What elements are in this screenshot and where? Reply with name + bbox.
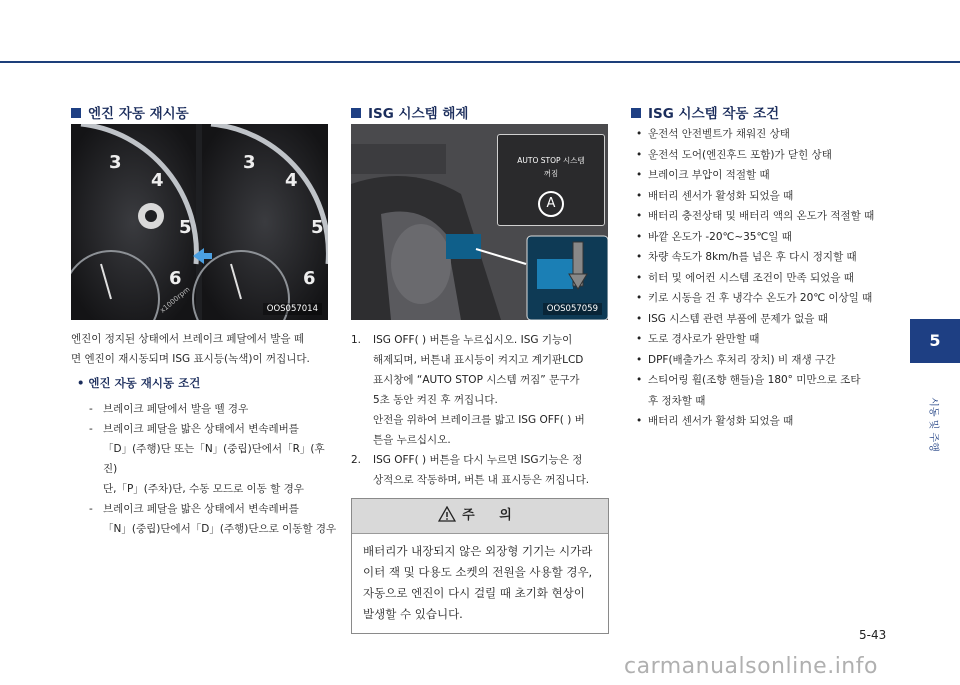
list-item: • 스티어링 휠(조향 핸들)을 180° 미만으로 조타 후 정차할 때 xyxy=(634,370,900,411)
caution-box xyxy=(351,498,609,634)
list-item: • 운전석 안전벨트가 채워진 상태 xyxy=(634,124,900,145)
list-item: - 브레이크 페달에서 발을 뗄 경우 xyxy=(87,399,337,419)
list-item: • ISG 시스템 관련 부품에 문제가 없을 때 xyxy=(634,309,900,330)
page-number: 5-43 xyxy=(859,628,887,642)
right-heading-text: ISG 시스템 작동 조건 xyxy=(648,106,780,122)
list-item: • 배터리 센서가 활성화 되었을 때 xyxy=(634,186,900,207)
para-line: 엔진이 정지된 상태에서 브레이크 페달에서 발을 떼 xyxy=(71,333,305,345)
lcd-popup xyxy=(497,134,605,226)
list-item: - 브레이크 페달을 밟은 상태에서 변속레버를 「N」(중립)단에서「D」(주행)단으로 이동할 경우 xyxy=(87,499,337,539)
restart-conditions-title: • 엔진 자동 재시동 조건 xyxy=(77,376,201,390)
step-item: 1. ISG OFF( ) 버튼을 누르십시오. ISG 기능이 해제되며, 버튼내 표시등이 켜지고 계기판LCD 표시창에 “AUTO STOP 시스템 꺼짐” 문구가 5초 동안 켜진 후 꺼집니다. 안전을 위하여 브레이크를 밟고 ISG OFF( ) 버 튼을 누르십시오. xyxy=(351,334,585,446)
console-photo xyxy=(351,124,608,320)
list-item: - 브레이크 페달을 밟은 상태에서 변속레버를 「D」(주행)단 또는「N」(중립)단에서「R」(후진) 단,「P」(주차)단, 수동 모드로 이동 할 경우 xyxy=(87,419,337,499)
para-line: 면 엔진이 재시동되며 ISG 표시등(녹색)이 꺼집니다. xyxy=(71,353,310,365)
caution-title: 주 의 xyxy=(462,508,522,523)
heading-square-icon xyxy=(631,108,641,118)
list-item: • 히터 및 에어컨 시스템 조건이 만족 되었을 때 xyxy=(634,268,900,289)
image-code: OOS057014 xyxy=(263,303,322,315)
isg-off-steps xyxy=(351,330,613,490)
lcd-popup-line: AUTO STOP 시스템 xyxy=(517,156,585,165)
warning-triangle-icon xyxy=(438,506,456,522)
gauge-number: 5 xyxy=(311,217,324,238)
gauge-number: 5 xyxy=(179,217,192,238)
list-item: • DPF(배출가스 후처리 장치) 비 재생 구간 xyxy=(634,350,900,371)
gauge-number: 6 xyxy=(303,268,316,289)
auto-stop-icon: A xyxy=(538,191,564,217)
right-section-heading xyxy=(631,102,779,122)
restart-conditions-list xyxy=(87,399,337,539)
image-code: OOS057059 xyxy=(543,303,602,315)
list-item: • 도로 경사로가 완만할 때 xyxy=(634,329,900,350)
gauge-number: 3 xyxy=(109,152,122,173)
list-item: • 키로 시동을 건 후 냉각수 온도가 20℃ 이상일 때 xyxy=(634,288,900,309)
heading-square-icon xyxy=(71,108,81,118)
chapter-tab[interactable]: 5 xyxy=(910,319,960,363)
list-item: • 운전석 도어(엔진후드 포함)가 닫힌 상태 xyxy=(634,145,900,166)
gauge-number: 6 xyxy=(169,268,182,289)
top-rule xyxy=(0,61,960,63)
gauge-number: 4 xyxy=(285,170,298,191)
isg-conditions-list xyxy=(634,124,900,432)
left-heading-text: 엔진 자동 재시동 xyxy=(88,106,189,122)
cluster-photo xyxy=(71,124,328,320)
gauge-number: 3 xyxy=(243,152,256,173)
list-item: • 바깥 온도가 -20℃~35℃일 때 xyxy=(634,227,900,248)
gauge-unit: x1000rpm xyxy=(158,285,192,315)
caution-header xyxy=(352,499,608,534)
step-item: 2. ISG OFF( ) 버튼을 다시 누르면 ISG기능은 정 상적으로 작동하며, 버튼 내 표시등은 꺼집니다. xyxy=(351,454,590,486)
lcd-popup-line: 꺼짐 xyxy=(543,169,559,178)
list-item: • 브레이크 부압이 적절할 때 xyxy=(634,165,900,186)
list-item: • 배터리 충전상태 및 배터리 액의 온도가 적절할 때 xyxy=(634,206,900,227)
restart-description xyxy=(71,329,331,369)
gauge-number: 4 xyxy=(151,170,164,191)
caution-body: 배터리가 내장되지 않은 외장형 기기는 시가라 이터 잭 및 다용도 소켓의 전원을 사용할 경우, 자동으로 엔진이 다시 걸릴 때 초기화 현상이 발생할 수 있습니다. xyxy=(363,544,593,621)
chapter-label: 시동 및 주행 xyxy=(927,397,939,452)
list-item: • 배터리 센서가 활성화 되었을 때 xyxy=(634,411,900,432)
middle-heading-text: ISG 시스템 해제 xyxy=(368,106,469,122)
watermark-text: carmanualsonline.info xyxy=(624,654,878,679)
heading-square-icon xyxy=(351,108,361,118)
list-item: • 차량 속도가 8km/h를 넘은 후 다시 정지할 때 xyxy=(634,247,900,268)
middle-section-heading xyxy=(351,102,468,122)
left-section-heading xyxy=(71,102,189,122)
